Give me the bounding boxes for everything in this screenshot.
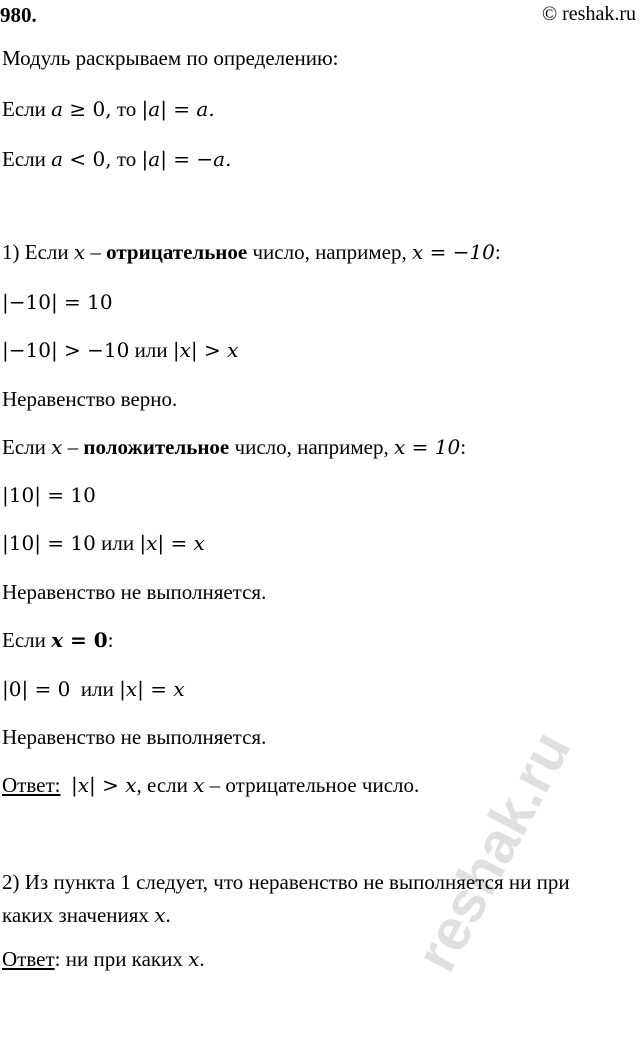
bold-word: положительное [83,435,230,459]
negative-case-conclusion: Неравенство верно. [2,387,178,411]
zero-case-heading [2,627,114,653]
reshak-watermark: reshak.ru [403,720,584,982]
colon: : [460,435,467,459]
definition-line-negative [2,146,231,172]
prefix: 1) Если [2,240,74,264]
positive-case-line1: |10| = 10 [2,483,96,507]
negative-case-line1: |−10| = 10 [2,290,113,314]
math-a: a [51,147,64,171]
part2-line1: 2) Из пункта 1 следует, что неравенство не выполняется ни при [2,870,570,894]
colon: : [494,240,501,264]
math-answer: |x| > x [70,773,137,797]
to-word: то [116,97,137,121]
if-word: Если [2,97,46,121]
prefix: Если [2,628,52,652]
math-eq-neg-a: = −a. [166,147,232,171]
intro-text: Модуль раскрываем по определению: [2,46,339,70]
or-word: или [95,531,140,555]
dash: – [85,240,107,264]
mid-text: число, например, [247,240,412,264]
math-right: |x| = x [119,677,185,701]
colon: : [107,628,114,652]
math-lt0: < 0, [63,147,112,171]
zero-case-conclusion: Неравенство не выполняется. [2,725,267,749]
math-x: x [193,773,205,797]
math-zero-bold: 0 [93,628,108,652]
math-eq-bold: = [63,628,94,652]
period: . [165,903,171,927]
math-expr: x = −10 [411,240,495,264]
answer-label: Ответ [2,947,55,971]
prefix: Если [2,435,52,459]
answer-label: Ответ: [2,773,61,797]
problem-number: 980. [0,3,37,27]
positive-case-conclusion: Неравенство не выполняется. [2,580,267,604]
answer-rest1: , если [136,773,194,797]
answer-rest: : ни при каких [54,947,189,971]
copyright-notice: © reshak.ru [541,3,636,25]
answer-rest2: – отрицательное число. [204,773,420,797]
math-left: |0| = 0 [2,677,71,701]
math-right: |x| > x [172,338,239,362]
math-abs-a: |a| [141,147,167,171]
math-x: x [188,947,200,971]
mid-text: число, например, [229,435,394,459]
math-x: x [73,240,86,264]
part2-prefix: каких значениях [2,903,155,927]
part2-line2 [2,902,171,928]
math-x: x [154,903,166,927]
math-left: |−10| > −10 [2,338,130,362]
positive-case-line2 [2,530,205,556]
math-geq0: ≥ 0, [63,97,112,121]
or-word: или [70,677,120,701]
negative-case-line2 [2,337,238,363]
period: . [199,947,205,971]
dash: – [62,435,84,459]
or-word: или [129,338,173,362]
math-eq-a: = a. [166,97,215,121]
bold-word: отрицательное [106,240,248,264]
math-a: a [51,97,64,121]
to-word: то [116,147,137,171]
part2-answer [2,946,205,972]
negative-case-heading [2,239,501,265]
part1-answer [2,772,419,798]
positive-case-heading [2,434,466,460]
zero-case-line1 [2,676,185,702]
math-expr: x = 10 [393,435,461,459]
math-abs-a: |a| [141,97,167,121]
math-right: |x| = x [139,531,205,555]
if-word: Если [2,147,46,171]
math-left: |10| = 10 [2,531,96,555]
math-x: x [51,435,63,459]
definition-line-positive [2,96,215,122]
math-x-bold: x [51,628,64,652]
